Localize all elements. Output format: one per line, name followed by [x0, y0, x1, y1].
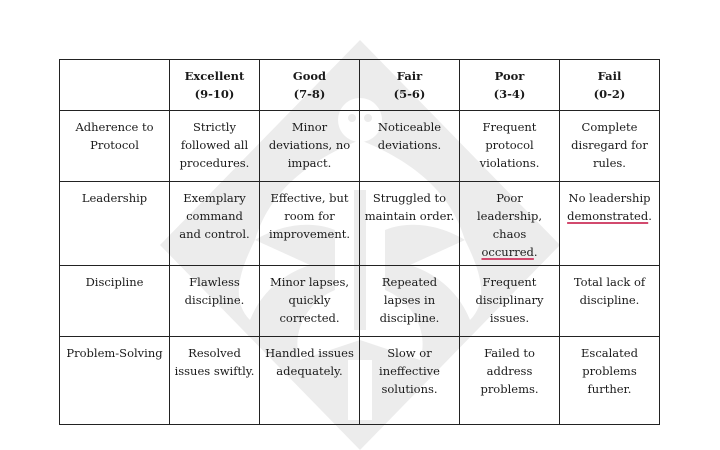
spellcheck-underline: occurred — [481, 245, 534, 259]
criterion-cell: Leadership — [60, 182, 170, 266]
spellcheck-flagged-text: Poor leadership, chaos occurred. — [476, 191, 542, 259]
rating-cell: Resolved issues swiftly. — [170, 337, 260, 425]
level-header-poor — [460, 60, 560, 111]
level-range: (9-10) — [194, 87, 235, 101]
rating-cell: Total lack of discipline. — [560, 266, 660, 337]
rating-cell: Frequent protocol violations. — [460, 111, 560, 182]
spellcheck-underline: demonstrated — [567, 209, 649, 223]
level-range: (5-6) — [393, 87, 426, 101]
level-label: Fail — [597, 69, 622, 83]
corner-cell — [60, 60, 170, 111]
criterion-cell: Problem-Solving — [60, 337, 170, 425]
rating-cell: Minor lapses, quickly corrected. — [260, 266, 360, 337]
rubric-table — [59, 59, 660, 425]
header-row — [60, 60, 660, 111]
level-label: Good — [292, 69, 327, 83]
level-label: Fair — [396, 69, 423, 83]
rating-cell: Minor deviations, no impact. — [260, 111, 360, 182]
rating-cell: Escalated problems further. — [560, 337, 660, 425]
level-label: Excellent — [184, 69, 245, 83]
table-row — [60, 182, 660, 266]
table-row — [60, 337, 660, 425]
rating-cell: Repeated lapses in discipline. — [360, 266, 460, 337]
rating-cell: Flawless discipline. — [170, 266, 260, 337]
rating-cell: Complete disregard for rules. — [560, 111, 660, 182]
rating-cell: Failed to address problems. — [460, 337, 560, 425]
level-label: Poor — [494, 69, 525, 83]
rating-cell — [460, 182, 560, 266]
rating-cell: Handled issues adequately. — [260, 337, 360, 425]
rating-cell: Exemplary command and control. — [170, 182, 260, 266]
criterion-cell: Discipline — [60, 266, 170, 337]
rating-cell: Struggled to maintain order. — [360, 182, 460, 266]
level-range: (3-4) — [493, 87, 526, 101]
level-header-good — [260, 60, 360, 111]
table-row — [60, 266, 660, 337]
rating-cell: Noticeable deviations. — [360, 111, 460, 182]
level-header-fail — [560, 60, 660, 111]
rating-cell: Strictly followed all procedures. — [170, 111, 260, 182]
rating-cell: Effective, but room for improvement. — [260, 182, 360, 266]
spellcheck-flagged-text: No leadership demonstrated. — [567, 191, 652, 223]
level-range: (7-8) — [293, 87, 326, 101]
level-range: (0-2) — [593, 87, 626, 101]
rating-cell: Slow or ineffective solutions. — [360, 337, 460, 425]
level-header-fair — [360, 60, 460, 111]
table-row — [60, 111, 660, 182]
level-header-excellent — [170, 60, 260, 111]
rating-cell — [560, 182, 660, 266]
rating-cell: Frequent disciplinary issues. — [460, 266, 560, 337]
criterion-cell: Adherence to Protocol — [60, 111, 170, 182]
